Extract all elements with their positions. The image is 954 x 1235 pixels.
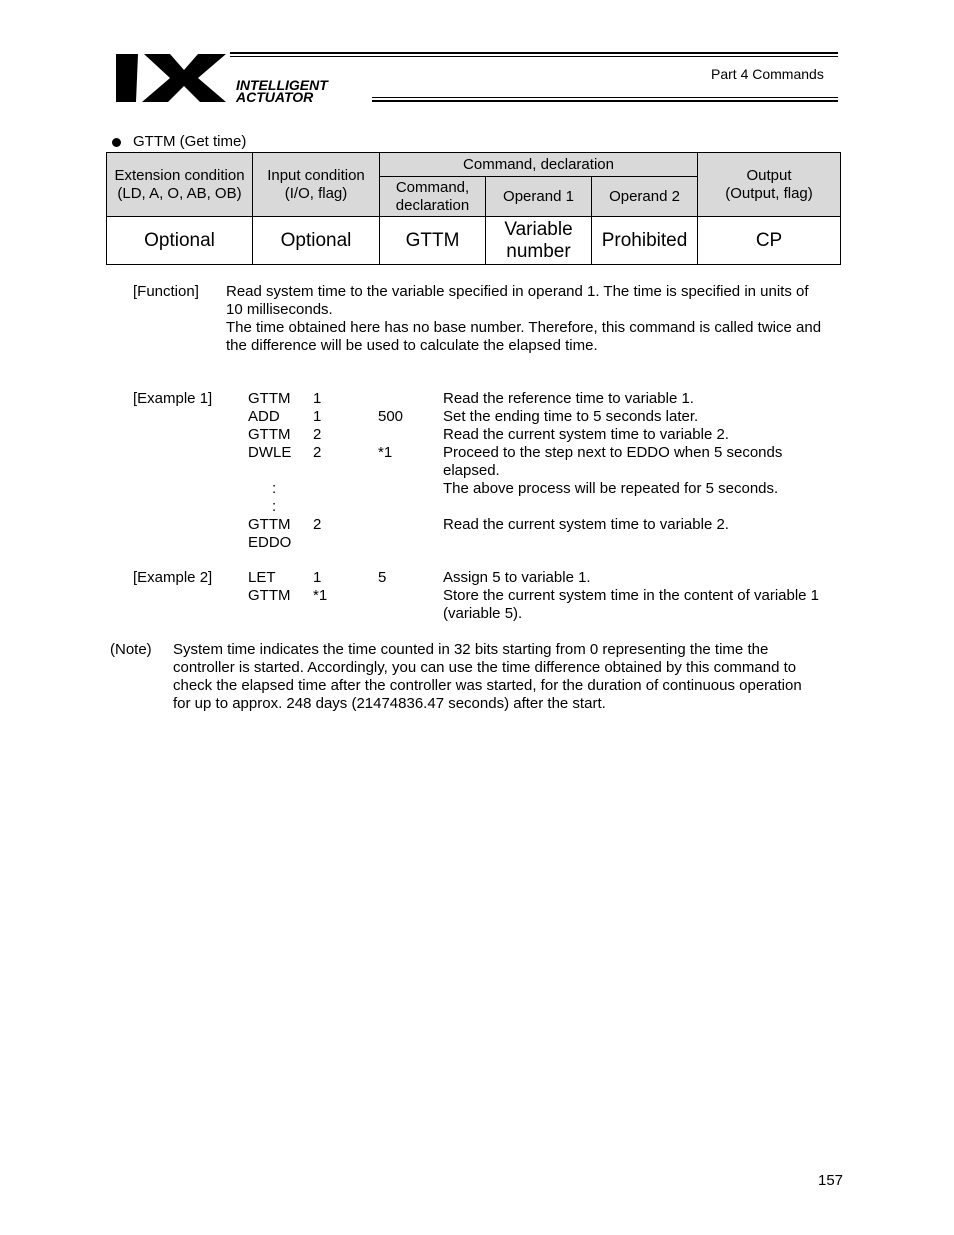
header-rule-lower xyxy=(372,97,838,98)
program-desc: Proceed to the step next to EDDO when 5 seconds xyxy=(443,444,783,461)
program-op1: 2 xyxy=(313,516,322,533)
program-desc: elapsed. xyxy=(443,462,500,479)
program-desc: Read the current system time to variable 2. xyxy=(443,426,729,443)
head-extension: Extension condition (LD, A, O, AB, OB) xyxy=(107,153,253,217)
function-label: [Function] xyxy=(133,283,199,300)
head-operand2: Operand 2 xyxy=(592,177,698,217)
cell-input: Optional xyxy=(253,217,380,265)
program-op1: 2 xyxy=(313,426,322,443)
program-cmd: GTTM xyxy=(248,516,291,533)
head-output: Output (Output, flag) xyxy=(698,153,841,217)
program-desc: The above process will be repeated for 5 seconds. xyxy=(443,480,779,497)
program-desc: Set the ending time to 5 seconds later. xyxy=(443,408,699,425)
function-line: the difference will be used to calculate the elapsed time. xyxy=(226,337,598,354)
cell-output: CP xyxy=(698,217,841,265)
cell-operand1: Variable number xyxy=(486,217,592,265)
program-op2: 5 xyxy=(378,569,387,586)
program-op2: *1 xyxy=(378,444,393,461)
part-label: Part 4 Commands xyxy=(711,66,824,82)
cell-command: GTTM xyxy=(380,217,486,265)
program-cmd: : xyxy=(272,498,277,515)
program-op1: *1 xyxy=(313,587,328,604)
note-line: controller is started. Accordingly, you can use the time difference obtained by this command to xyxy=(173,659,797,676)
program-desc: (variable 5). xyxy=(443,605,523,622)
head-input: Input condition (I/O, flag) xyxy=(253,153,380,217)
program-cmd: EDDO xyxy=(248,534,292,551)
example2-label: [Example 2] xyxy=(133,569,213,586)
function-line: The time obtained here has no base number. Therefore, this command is called twice and xyxy=(226,319,822,336)
head-operand1: Operand 1 xyxy=(486,177,592,217)
note-line: for up to approx. 248 days (21474836.47 seconds) after the start. xyxy=(173,695,606,712)
header-rule xyxy=(230,52,838,54)
program-cmd: GTTM xyxy=(248,587,291,604)
program-cmd: GTTM xyxy=(248,390,291,407)
cell-operand2: Prohibited xyxy=(592,217,698,265)
bullet-icon xyxy=(112,138,121,147)
note-label: (Note) xyxy=(110,641,152,658)
note-line: System time indicates the time counted in 32 bits starting from 0 representing the time the xyxy=(173,641,769,658)
command-spec-table xyxy=(106,152,841,265)
program-desc: Read the current system time to variable 2. xyxy=(443,516,729,533)
program-cmd: GTTM xyxy=(248,426,291,443)
program-op2: 500 xyxy=(378,408,404,425)
program-op1: 2 xyxy=(313,444,322,461)
logo-line2: ACTUATOR xyxy=(236,89,314,104)
program-cmd: ADD xyxy=(248,408,280,425)
page-number: 157 xyxy=(818,1172,844,1189)
head-command: Command, declaration xyxy=(380,177,486,217)
header-rule-lower-thick xyxy=(372,100,838,102)
program-desc: Store the current system time in the content of variable 1 xyxy=(443,587,820,604)
program-cmd: : xyxy=(272,480,277,497)
header-rule-thin xyxy=(230,56,838,57)
note-line: check the elapsed time after the controller was started, for the duration of continuous operation xyxy=(173,677,802,694)
program-cmd: DWLE xyxy=(248,444,292,461)
head-command-group: Command, declaration xyxy=(380,153,698,177)
program-op1: 1 xyxy=(313,408,322,425)
program-cmd: LET xyxy=(248,569,276,586)
cell-extension: Optional xyxy=(107,217,253,265)
program-op1: 1 xyxy=(313,390,322,407)
logo-line1: INTELLIGENT xyxy=(236,77,328,93)
program-desc: Assign 5 to variable 1. xyxy=(443,569,591,586)
section-title: GTTM (Get time) xyxy=(133,133,247,150)
function-line: 10 milliseconds. xyxy=(226,301,333,318)
intelligent-actuator-logo xyxy=(116,52,396,104)
program-op1: 1 xyxy=(313,569,322,586)
program-desc: Read the reference time to variable 1. xyxy=(443,390,694,407)
function-line: Read system time to the variable specified in operand 1. The time is specified in units of xyxy=(226,283,809,300)
example1-label: [Example 1] xyxy=(133,390,213,407)
